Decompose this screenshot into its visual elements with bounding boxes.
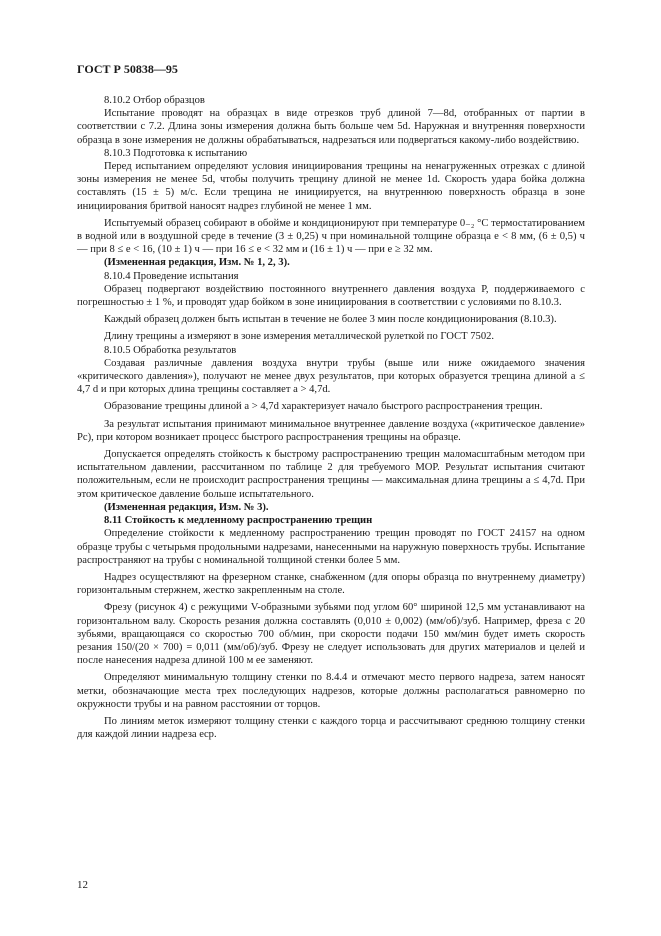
paragraph: Испытуемый образец собирают в обойме и кондиционируют при температуре 0₋₂ °С термостатированием в водной или в воздушной среде в течение (3 ± 0,25) ч при номинальной толщине образца e < 8 мм, (6 ± 0,5) ч — при 8 ≤ e < 16, (10 ± 1) ч — при 16 ≤ e < 32 мм и (16 ± 1) ч — при e ≥ 32 мм.	[77, 217, 585, 256]
paragraph: Надрез осуществляют на фрезерном станке, снабженном (для опоры образца по внутреннему диаметру) горизонтальным стержнем, жестко закрепленным на столе.	[77, 571, 585, 597]
paragraph: Образование трещины длиной a > 4,7d характеризует начало быстрого распространения трещин.	[104, 401, 543, 413]
paragraph: Образец подвергают воздействию постоянного внутреннего давления воздуха P, поддерживаемого с погрешностью ± 1 %, и проводят удар бойком в зоне инициирования в соответствии с условиями по 8.10.3.	[77, 283, 585, 309]
paragraph: Фрезу (рисунок 4) с режущими V-образными зубьями под углом 60° шириной 12,5 мм устанавливают на горизонтальном валу. Скорость резания должна составлять (0,010 ± 0,002) (мм/об)/зуб. Например, фреза с 20 зубьями, вращающаяся со скоростью 700 об/мин, при скорости подачи 150 мм/мин будет иметь скорость резания 150/(20 × 700) = 0,011 (мм/об)/зуб. Фрезу не следует использовать для других материалов и целей и после нанесения надреза длиной 100 м ее заменяют.	[77, 602, 585, 667]
paragraph: За результат испытания принимают минимальное внутреннее давление воздуха («критическое давление» Pс), при котором возникает процесс быстрого распространения трещины на образце.	[77, 418, 585, 443]
document-header: ГОСТ Р 50838—95	[77, 62, 178, 76]
section-heading-8-10-4: 8.10.4 Проведение испытания	[104, 270, 239, 282]
section-heading-8-10-5: 8.10.5 Обработка результатов	[104, 344, 237, 356]
section-heading-8-10-3: 8.10.3 Подготовка к испытанию	[104, 147, 248, 159]
revision-note: (Измененная редакция, Изм. № 3).	[104, 501, 269, 513]
paragraph: Длину трещины a измеряют в зоне измерения металлической рулеткой по ГОСТ 7502.	[104, 331, 495, 343]
section-heading-8-10-2: 8.10.2 Отбор образцов	[104, 95, 205, 106]
page-number: 12	[77, 879, 88, 891]
section-heading-8-11: 8.11 Стойкость к медленному распространению трещин	[104, 515, 373, 527]
paragraph: Перед испытанием определяют условия инициирования трещины на ненагруженных отрезках с длиной зоны измерения не менее 5d, чтобы получить трещину длиной не менее 1d. Скорость удара бойка должна составлять (15 ± 5) м/с. Если трещина не инициируется, на внутреннюю поверхность образца в зоне инициирования бритвой наносят надрез глубиной не менее 1 мм.	[77, 161, 585, 212]
paragraph: Испытание проводят на образцах в виде отрезков труб длиной 7—8d, отобранных от партии в соответствии с 7.2. Длина зоны измерения должна быть больше чем 5d. Наружная и внутренняя поверхности образца в зоне измерения не должны обрабатываться, надрезаться или подвергаться какому-либо воздействию.	[77, 108, 585, 146]
paragraph: Определяют минимальную толщину стенки по 8.4.4 и отмечают место первого надреза, затем наносят метки, обозначающие места трех последующих надрезов, которые должны располагаться равномерно по окружности трубы и на равном расстоянии от торцов.	[77, 672, 585, 710]
paragraph: По линиям меток измеряют толщину стенки с каждого торца и рассчитывают среднюю толщину стенки для каждой линии надреза eср.	[77, 715, 585, 741]
paragraph: Каждый образец должен быть испытан в течение не более 3 мин после кондиционирования (8.10.3).	[104, 314, 557, 326]
document-body	[77, 94, 585, 741]
paragraph: Допускается определять стойкость к быстрому распространению трещин маломасштабным методом при испытательном давлении, рассчитанном по таблице 2 для требуемого MOP. Результат испытания считают положительным, если не происходит распространения трещины — максимальная длина трещины a ≤ 4,7d. При этом критическое давление больше испытательного.	[77, 449, 585, 500]
paragraph: Создавая различные давления воздуха внутри трубы (выше или ниже ожидаемого значения «критического давления»), получают не менее двух результатов, при которых образуется трещина длиной a ≤ 4,7 d и при которых длина трещины составляет a > 4,7d.	[77, 357, 585, 396]
revision-note: (Измененная редакция, Изм. № 1, 2, 3).	[104, 257, 290, 269]
paragraph: Определение стойкости к медленному распространению трещин проводят по ГОСТ 24157 на одном образце трубы с четырьмя продольными надрезами, нанесенными на наружную поверхность трубы. Испытание распространяют на трубы с номинальной толщиной стенки более 5 мм.	[77, 528, 585, 566]
